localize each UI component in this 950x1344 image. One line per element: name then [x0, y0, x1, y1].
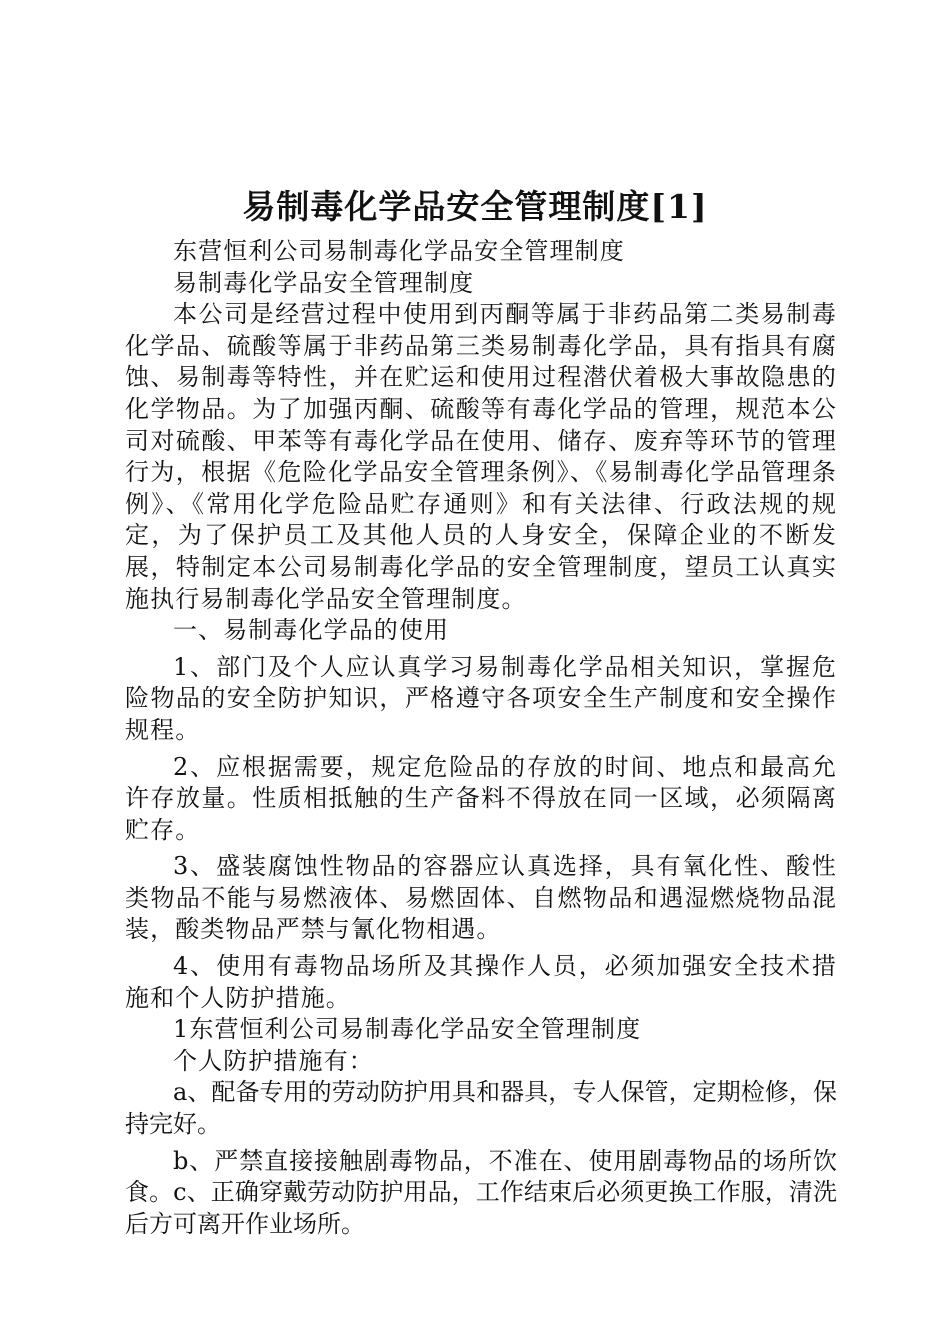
protection-intro: 个人防护措施有： [173, 1046, 374, 1075]
section-heading-usage: 一、易制毒化学品的使用 [173, 616, 450, 645]
item-1-paragraph: 1、部门及个人应认真学习易制毒化学品相关知识，掌握危险物品的安全防护知识，严格遵守各项安全生产制度和安全操作规程。 [125, 652, 837, 744]
company-heading: 东营恒利公司易制毒化学品安全管理制度 [173, 237, 625, 265]
document-title: 易制毒化学品安全管理制度[1] [242, 187, 708, 226]
intro-paragraph: 本公司是经营过程中使用到丙酮等属于非药品第二类易制毒化学品、硫酸等属于非药品第三类易制毒化学品，具有指具有腐蚀、易制毒等特性，并在贮运和使用过程潜伏着极大事故隐患的化学物品。为了加强丙酮、硫酸等有毒化学品的管理，规范本公司对硫酸、甲苯等有毒化学品在使用、储存、废弃等环节的管理行为，根据《危险化学品安全管理条例》、《易制毒化学品管理条例》、《常用化学危险品贮存通则》和有关法律、行政法规的规定，为了保护员工及其他人员的人身安全，保障企业的不断发展，特制定本公司易制毒化学品的安全管理制度，望员工认真实施执行易制毒化学品安全管理制度。 [125, 300, 837, 613]
page-footer-heading: 1东营恒利公司易制毒化学品安全管理制度 [173, 1015, 642, 1044]
protection-item-a: a、配备专用的劳动防护用具和器具，专人保管，定期检修，保持完好。 [125, 1078, 837, 1139]
document-body [125, 236, 837, 1240]
subheading: 易制毒化学品安全管理制度 [173, 268, 475, 297]
item-2-paragraph: 2、应根据需要，规定危险品的存放的时间、地点和最高允许存放量。性质相抵触的生产备料不得放在同一区域，必须隔离贮存。 [125, 752, 837, 844]
protection-item-b-c: b、严禁直接接触剧毒物品，不准在、使用剧毒物品的场所饮食。c、正确穿戴劳动防护用品，工作结束后必须更换工作服，清洗后方可离开作业场所。 [125, 1146, 837, 1238]
item-3-paragraph: 3、盛装腐蚀性物品的容器应认真选择，具有氧化性、酸性类物品不能与易燃液体、易燃固体、自燃物品和遇湿燃烧物品混装，酸类物品严禁与氰化物相遇。 [125, 852, 837, 944]
item-4-paragraph: 4、使用有毒物品场所及其操作人员，必须加强安全技术措施和个人防护措施。 [125, 952, 837, 1012]
